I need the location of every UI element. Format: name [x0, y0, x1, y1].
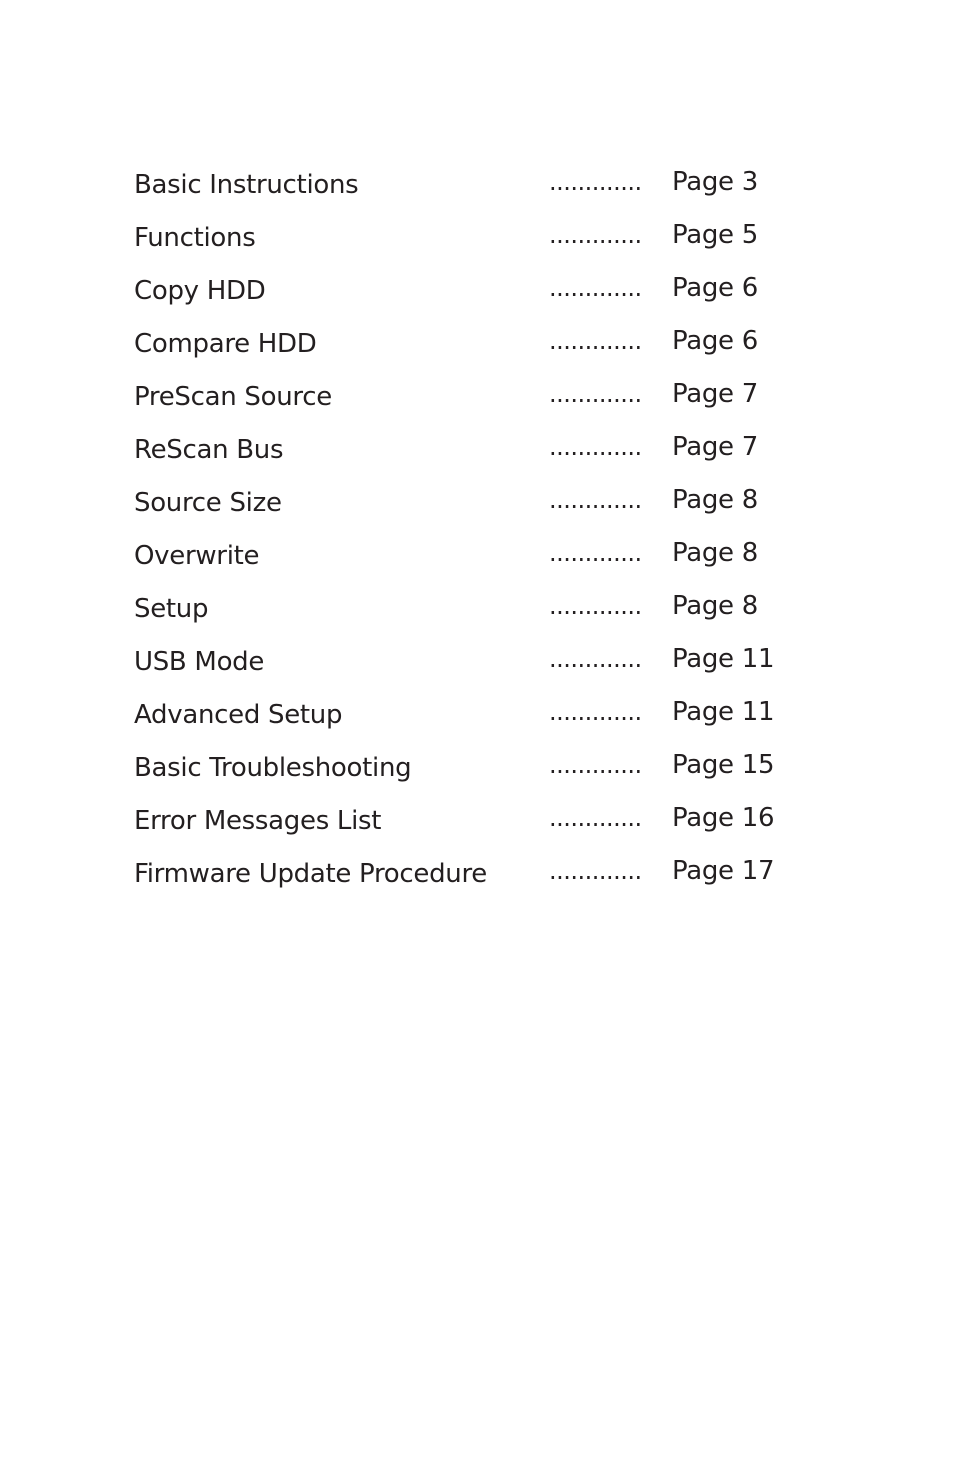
- toc-entry-page: Page 6: [672, 273, 758, 303]
- toc-entry-title: Functions: [134, 223, 256, 253]
- toc-entry-page: Page 17: [672, 856, 775, 886]
- toc-entry-title: PreScan Source: [134, 382, 332, 412]
- toc-entry-source-size[interactable]: [0, 485, 954, 541]
- toc-entry-copy-hdd[interactable]: [0, 273, 954, 329]
- toc-entry-title: Basic Instructions: [134, 170, 359, 200]
- toc-entry-error-messages-list[interactable]: [0, 803, 954, 859]
- toc-entry-rescan-bus[interactable]: [0, 432, 954, 488]
- toc-entry-page: Page 16: [672, 803, 775, 833]
- toc-entry-title: Overwrite: [134, 541, 260, 571]
- toc-dot-leader: .............: [549, 698, 642, 726]
- toc-entry-usb-mode[interactable]: [0, 644, 954, 700]
- toc-entry-title: Source Size: [134, 488, 282, 518]
- toc-dot-leader: .............: [549, 221, 642, 249]
- toc-entry-page: Page 15: [672, 750, 775, 780]
- toc-dot-leader: .............: [549, 539, 642, 567]
- toc-entry-basic-troubleshooting[interactable]: [0, 750, 954, 806]
- toc-entry-page: Page 8: [672, 485, 758, 515]
- toc-entry-compare-hdd[interactable]: [0, 326, 954, 382]
- toc-entry-page: Page 11: [672, 644, 775, 674]
- toc-entry-page: Page 3: [672, 167, 758, 197]
- toc-entry-page: Page 5: [672, 220, 758, 250]
- toc-dot-leader: .............: [549, 804, 642, 832]
- toc-entry-page: Page 11: [672, 697, 775, 727]
- toc-dot-leader: .............: [549, 486, 642, 514]
- toc-entry-title: Error Messages List: [134, 806, 382, 836]
- toc-entry-basic-instructions[interactable]: [0, 167, 954, 223]
- toc-entry-page: Page 8: [672, 591, 758, 621]
- toc-dot-leader: .............: [549, 433, 642, 461]
- toc-entry-functions[interactable]: [0, 220, 954, 276]
- toc-entry-title: Compare HDD: [134, 329, 317, 359]
- toc-entry-title: Basic Troubleshooting: [134, 753, 412, 783]
- toc-entry-page: Page 7: [672, 379, 758, 409]
- toc-dot-leader: .............: [549, 168, 642, 196]
- toc-entry-title: Advanced Setup: [134, 700, 343, 730]
- toc-entry-advanced-setup[interactable]: [0, 697, 954, 753]
- toc-entry-title: Firmware Update Procedure: [134, 859, 487, 889]
- toc-dot-leader: .............: [549, 380, 642, 408]
- toc-entry-setup[interactable]: [0, 591, 954, 647]
- toc-entry-title: Copy HDD: [134, 276, 266, 306]
- toc-entry-title: Setup: [134, 594, 209, 624]
- toc-entry-page: Page 8: [672, 538, 758, 568]
- toc-entry-prescan-source[interactable]: [0, 379, 954, 435]
- toc-dot-leader: .............: [549, 645, 642, 673]
- toc-entry-page: Page 7: [672, 432, 758, 462]
- toc-dot-leader: .............: [549, 857, 642, 885]
- toc-dot-leader: .............: [549, 592, 642, 620]
- toc-entry-title: ReScan Bus: [134, 435, 284, 465]
- toc-entry-page: Page 6: [672, 326, 758, 356]
- toc-entry-firmware-update-procedure[interactable]: [0, 856, 954, 912]
- toc-dot-leader: .............: [549, 751, 642, 779]
- toc-dot-leader: .............: [549, 274, 642, 302]
- toc-entry-title: USB Mode: [134, 647, 265, 677]
- toc-dot-leader: .............: [549, 327, 642, 355]
- toc-entry-overwrite[interactable]: [0, 538, 954, 594]
